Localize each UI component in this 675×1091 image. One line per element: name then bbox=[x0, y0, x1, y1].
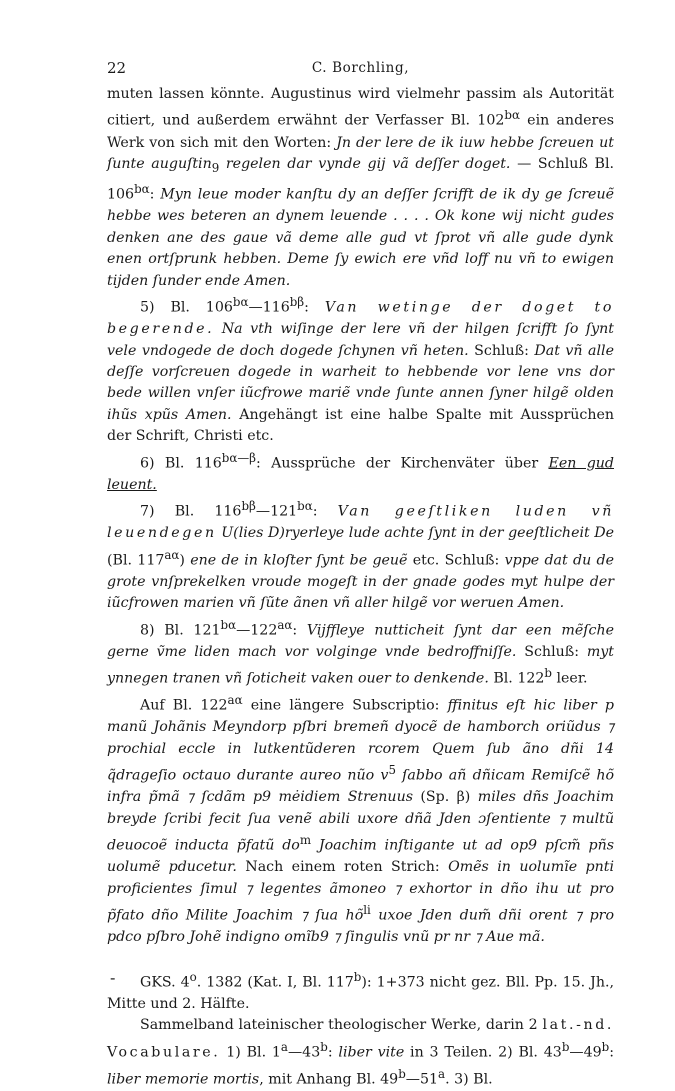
text: Bl. 122 bbox=[488, 670, 545, 687]
quote: vppe dat du de grote vnſprekelken vroude mogeſt in der gnade godes myt hulpe der iũcfrowen marien vñ ſũte ãnen vñ aller hilgẽ vor weruen Amen. bbox=[107, 552, 614, 612]
abbr-mark: 5 bbox=[388, 763, 396, 778]
quote: ene de in kloſter ſynt be geuẽ bbox=[190, 552, 408, 569]
folio-sup: b bbox=[398, 1066, 406, 1081]
folio-sup: bβ bbox=[289, 294, 305, 309]
text: ): 1+373 nicht gez. Bll. Pp. 15. Jh., Mitte und 2. Hälfte. bbox=[107, 974, 614, 1012]
work-title: liber vite bbox=[338, 1044, 405, 1061]
folio-sup: b bbox=[561, 1039, 570, 1054]
margin-mark: - bbox=[110, 967, 116, 987]
quote: Na vth wiſinge der lere vñ der hilgen ſcrifft ſo ſynt vele vndogede de doch dogede ſchynen vñ heten. bbox=[107, 321, 614, 359]
item-title: Vijffleye nutticheit ſynt dar een mẽſche gerne ṽme liden mach vor volginge vnde bedroffniſſe. bbox=[107, 622, 614, 660]
item-5 bbox=[107, 292, 614, 448]
text: —51 bbox=[405, 1071, 439, 1088]
text: . 1382 (Kat. I, Bl. 117 bbox=[196, 974, 354, 991]
text: . 3) Bl. bbox=[445, 1071, 493, 1088]
manuscript-entry bbox=[107, 967, 614, 1016]
text: : bbox=[327, 1044, 339, 1061]
text: —122 bbox=[236, 622, 278, 639]
folio-sup: bα—β bbox=[221, 450, 257, 465]
folio-sup: bα bbox=[232, 294, 249, 309]
folio-sup: bα bbox=[220, 617, 237, 632]
quote: regelen dar vynde gij vã deſſer doget. bbox=[219, 155, 511, 172]
folio-sup: bα bbox=[134, 182, 150, 197]
quote: uxoe Jden dum̃ dñi orent ⁊ pro pdco pſbro Johẽ indigno omĩb9 ⁊ ſingulis vnũ pr nr ⁊ Aue mã. bbox=[107, 907, 614, 946]
quote: ſabbo añ dñicam Remiſcẽ hõ infra p̃mã ⁊ ſcdãm p9 mėidiem Strenuus bbox=[107, 767, 614, 806]
text: (Bl. 117 bbox=[107, 552, 165, 569]
text: —116 bbox=[248, 299, 290, 316]
text: —121 bbox=[255, 503, 298, 520]
text: Schluß: bbox=[516, 643, 587, 660]
folio-sup: aα bbox=[164, 547, 180, 562]
abbr-mark: 9 bbox=[211, 160, 220, 175]
text: Schluß: bbox=[468, 342, 535, 359]
text: Nach einem roten Strich: bbox=[236, 859, 449, 876]
item-6 bbox=[107, 448, 614, 497]
text: Sammelband lateinischer theologischer Werke, darin 2 bbox=[140, 1017, 543, 1034]
text: etc. Schluß: bbox=[407, 552, 505, 569]
folio-sup: a bbox=[280, 1039, 288, 1054]
item-7 bbox=[107, 496, 614, 615]
folio-sup: bβ bbox=[241, 499, 256, 514]
text: in 3 Teilen. 2) Bl. 43 bbox=[404, 1044, 562, 1061]
text: muten lassen könnte. Augustinus wird vielmehr passim als Autorität citiert, und außerdem erwähnt der Verfasser Bl. 102 bbox=[107, 86, 614, 130]
text: : bbox=[609, 1044, 614, 1061]
folio-sup: bα bbox=[297, 499, 313, 514]
quote: ffinitus eſt hic liber p manũ Johãnis Meyndorp pſbri bremeñ dyocẽ de hamborch oriũdus ⁊ prochial eccle in lutkentũderen rcorem Quem ſub ãno dñi 14 q̃drageſio octauo durante aureo nũo v bbox=[107, 698, 614, 784]
item-title: Van wetinge der doget to begerende. bbox=[107, 299, 614, 338]
quote: Dat vñ alle deſſe vorſcreuen dogede in warheit to hebbende vor lene vns dor bede willen vnſer iũcfrowe mariẽ vnde ſunte annen ſyner hilgẽ olden ihũs xpũs Amen. bbox=[107, 342, 614, 423]
text: Angehängt ist eine halbe Spalte mit Aussprüchen der Schrift, Christi etc. bbox=[107, 406, 615, 445]
page-header bbox=[107, 58, 614, 80]
item-number: 8) Bl. 121 bbox=[140, 622, 221, 639]
text: : bbox=[312, 503, 338, 520]
folio-sup: b bbox=[320, 1039, 328, 1054]
item-8 bbox=[107, 615, 614, 691]
manuscript-description bbox=[107, 1015, 614, 1091]
quote: Jn der lere de ik iuw hebbe ſcreuen ut ſunte auguſtin bbox=[107, 134, 614, 172]
folio-sup: aα bbox=[227, 693, 243, 708]
quote: myt ynnegen tranen vñ ſoticheit vaken ouer to denkende. bbox=[107, 643, 614, 687]
folio-sup: bα bbox=[504, 108, 520, 123]
quote: Joachim inſtigante ut ad op9 pſcm̃ pñs uolumẽ pducetur. bbox=[107, 837, 615, 876]
item-number: 6) Bl. 116 bbox=[140, 455, 222, 472]
quote: Omẽs in uolumĩe pnti proficientes ſimul ⁊ legentes ãmoneo ⁊ exhortor in dño ihu ut pro p̃fato dño Milite Joachim ⁊ ſua hõ bbox=[107, 859, 614, 924]
abbr-mark: m bbox=[299, 833, 312, 848]
abbr-mark: li bbox=[363, 903, 371, 918]
shelfmark: GKS. 4 bbox=[140, 974, 190, 991]
text: ) bbox=[179, 552, 191, 569]
folio-sup: aα bbox=[277, 617, 293, 632]
folio-sup: o bbox=[189, 969, 197, 984]
item-title: Van geeſtliken luden vñ leuendegen bbox=[107, 503, 614, 542]
text: ein anderes Werk von sich mit den Worten: bbox=[107, 113, 615, 151]
text: —49 bbox=[569, 1044, 602, 1061]
running-head: C. Borchling, bbox=[311, 60, 410, 76]
item-number: 5) Bl. 106 bbox=[140, 299, 233, 316]
spaced-term: lat.-nd. Vocabulare. bbox=[107, 1017, 614, 1061]
quote: miles dñs Joachim breyde ſcribi fecit ſua venẽ abili uxore dñã Jden ɔſentiente ⁊ multũ deuocoẽ inducta p̃fatũ do bbox=[107, 789, 614, 854]
quote: Myn leue moder kanſtu dy an deſſer ſcrifft de ik dy ge ſcreuẽ hebbe wes beteren an dynem leuende . . . . Ok kone wij nicht gudes denken ane des gaue vã deme alle gud vt ſprot vñ alle gude dynk enen ortſprunk hebben. Deme ſy ewich ere vñd loff nu vñ to ewigen tijden ſunder ende Amen. bbox=[107, 186, 614, 289]
paragraph-augustinus bbox=[107, 84, 614, 292]
text: : bbox=[149, 186, 161, 203]
text: —43 bbox=[287, 1044, 321, 1061]
page-number: 22 bbox=[107, 59, 127, 77]
folio-sup: b bbox=[544, 666, 552, 681]
folio-sup: b bbox=[353, 969, 362, 984]
text: leer. bbox=[551, 670, 588, 687]
text: — Schluß Bl. 106 bbox=[107, 155, 614, 203]
item-number: 7) Bl. 116 bbox=[140, 503, 242, 520]
folio-sup: a bbox=[438, 1066, 446, 1081]
work-title: liber memorie mortis bbox=[107, 1071, 260, 1088]
text: (Sp. β) bbox=[412, 789, 478, 806]
text: , mit Anhang Bl. 49 bbox=[259, 1071, 399, 1088]
quote: U(lies D)ryerleye lude achte ſynt in der geeſtlicheit De bbox=[216, 525, 614, 542]
text: eine längere Subscriptio: bbox=[242, 698, 448, 714]
text: : Aussprüche der Kirchenväter über bbox=[256, 455, 549, 472]
text: Auf Bl. 122 bbox=[140, 698, 228, 714]
document-page bbox=[107, 58, 614, 1091]
subscriptio bbox=[107, 690, 614, 948]
folio-sup: b bbox=[601, 1039, 610, 1054]
text: : bbox=[292, 622, 307, 639]
text: 1) Bl. 1 bbox=[220, 1044, 281, 1061]
item-title: Een gud leuent. bbox=[107, 455, 614, 493]
text: : bbox=[304, 299, 325, 316]
